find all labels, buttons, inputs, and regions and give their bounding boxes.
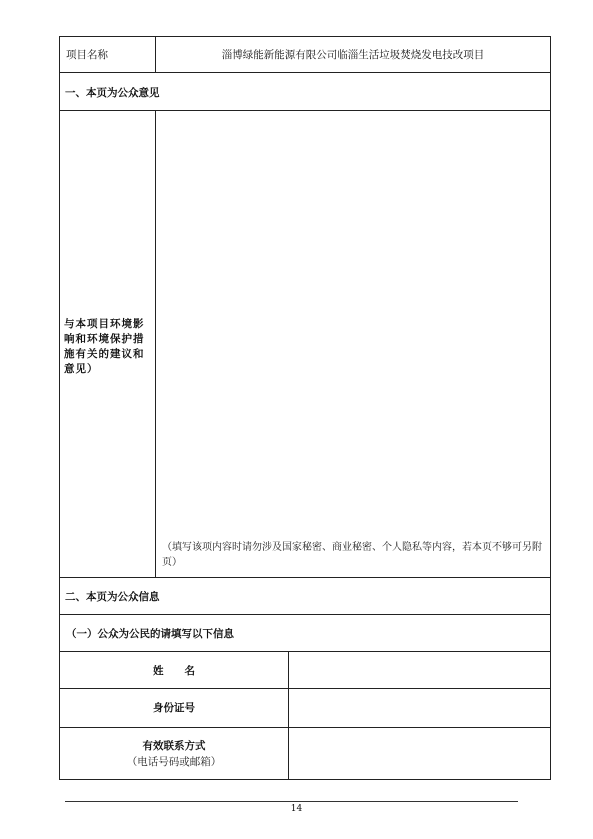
page-number: 14 (290, 804, 303, 814)
table-rule (59, 688, 551, 689)
opinion-input-area[interactable] (157, 112, 549, 532)
table-rule (59, 72, 551, 73)
table-divider (155, 110, 156, 578)
contact-label: 有效联系方式 (142, 740, 206, 752)
table-rule (59, 577, 551, 578)
table-rule (59, 651, 551, 652)
project-name-value: 淄博绿能新能源有限公司临淄生活垃圾焚烧发电技改项目 (221, 49, 485, 61)
table-divider (288, 651, 289, 780)
project-name-label: 项目名称 (66, 49, 108, 61)
table-rule (59, 110, 551, 111)
contact-sublabel: （电话号码或邮箱） (126, 756, 222, 768)
section1-title: 一、本页为公众意见 (65, 87, 160, 99)
table-border-bottom (59, 779, 551, 780)
section2-title: 二、本页为公众信息 (65, 591, 160, 603)
name-field[interactable] (290, 653, 549, 687)
id-number-field[interactable] (290, 690, 549, 726)
table-rule (59, 727, 551, 728)
opinion-label: 与本项目环境影响和环境保护措施有关的建议和意见） (64, 318, 145, 375)
name-label: 姓 名 (153, 665, 195, 677)
section2-subtitle: （一）公众为公民的请填写以下信息 (66, 628, 234, 640)
contact-field[interactable] (290, 729, 549, 778)
table-rule (59, 614, 551, 615)
footer-rule (65, 801, 518, 802)
table-border-right (550, 36, 551, 780)
table-border-top (59, 36, 551, 37)
opinion-note: （填写该项内容时请勿涉及国家秘密、商业秘密、个人隐私等内容，若本页不够可另附页） (162, 542, 542, 568)
id-number-label: 身份证号 (153, 702, 195, 714)
